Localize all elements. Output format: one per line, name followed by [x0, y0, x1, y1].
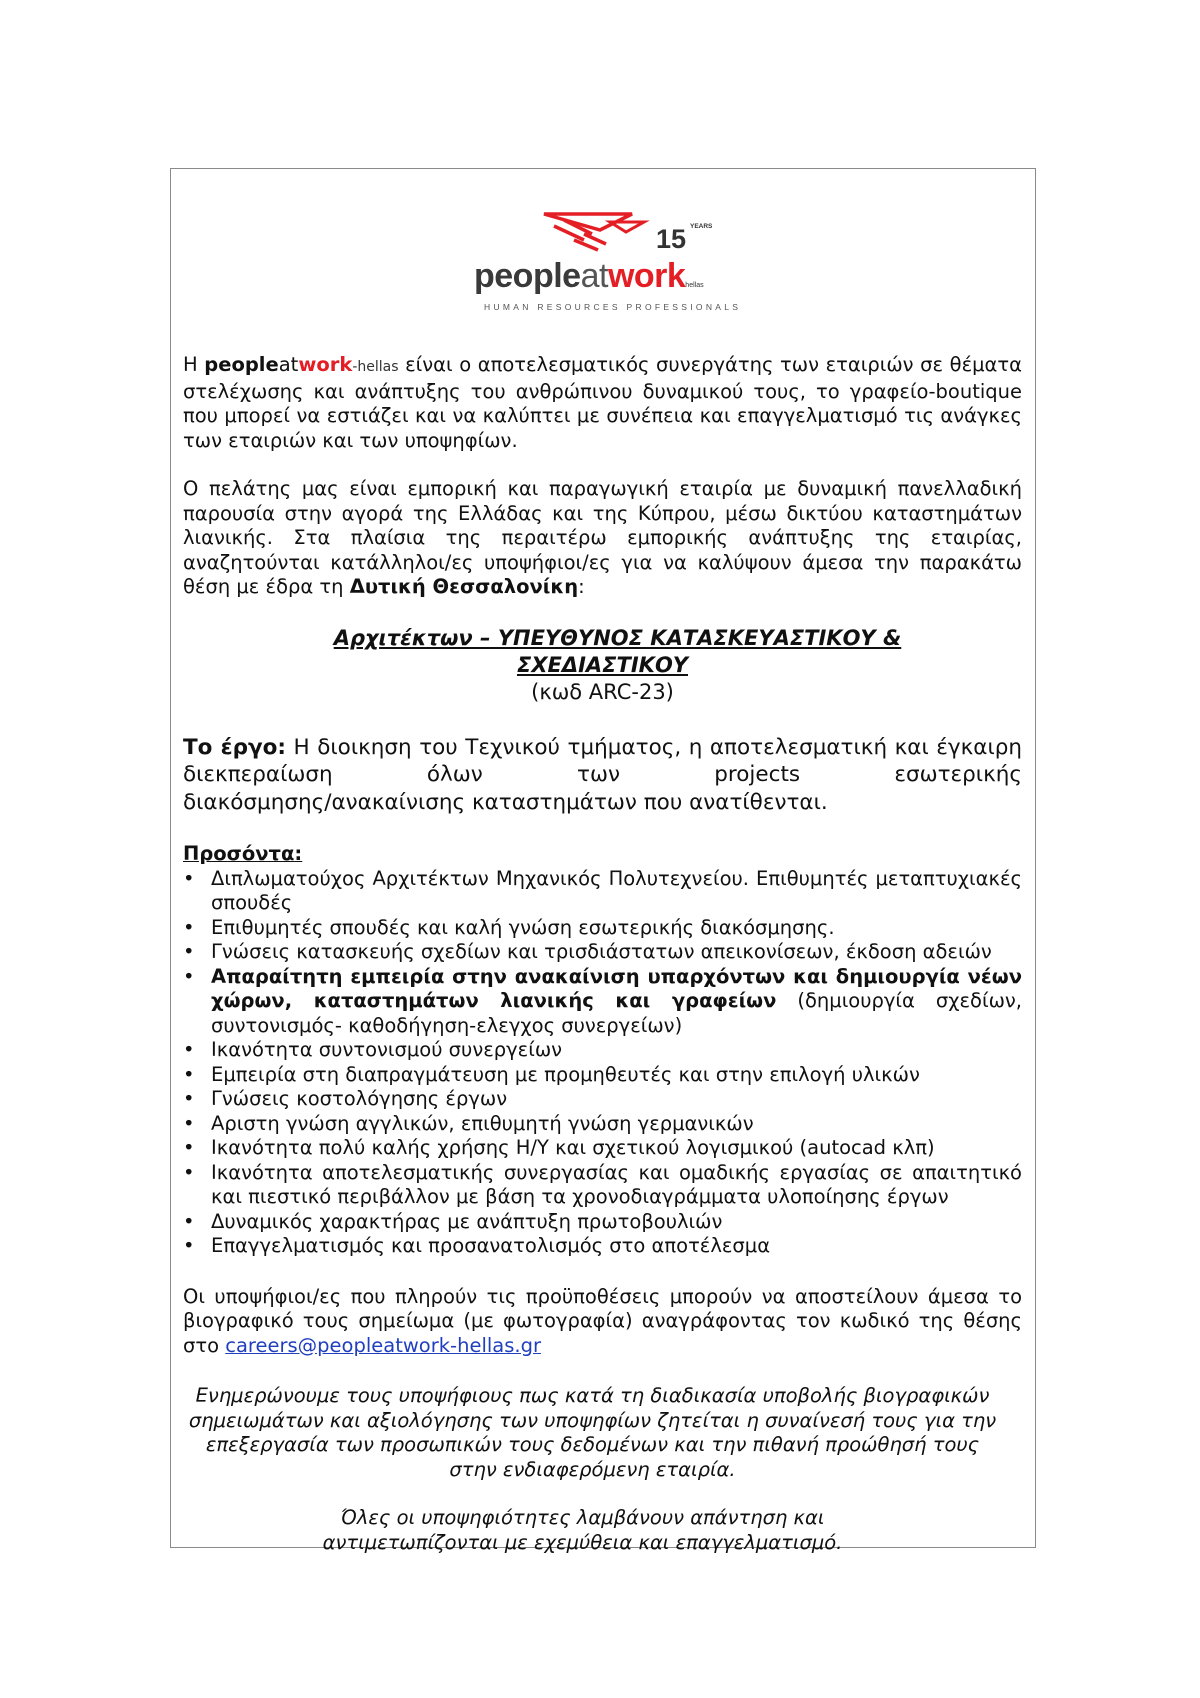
client-paragraph: Ο πελάτης μας είναι εμπορική και παραγωγική εταιρία με δυναμική πανελλαδική παρουσία στην αγορά της Ελλάδας και της Κύπρου, μέσω δικτύου καταστημάτων λιανικής. Στα πλαίσια της περαιτέρω εμπορικής ανάπτυξης της εταιρίας, αναζητούνται κατάλληλοι/ες υποψήφιοι/ες για να καλύψουν άμεσα την παρακάτω θέση με έδρα τη Δυτική Θεσσαλονίκη:	[183, 477, 1022, 598]
list-item: • Δυναμικός χαρακτήρας με ανάπτυξη πρωτοβουλιών	[183, 1210, 1022, 1235]
list-item: • Αριστη γνώση αγγλικών, επιθυμητή γνώση γερμανικών	[183, 1112, 1022, 1137]
qualifications-list	[183, 867, 1022, 1259]
intro-paragraph: Η peopleatwork-hellas είναι ο αποτελεσματικός συνεργάτης των εταιριών σε θέματα στελέχωσης και ανάπτυξης του ανθρώπινου δυναμικού τους, το γραφείο-boutique που μπορεί να εστιάζει και να καλύπτει με συνέπεια και επαγγελματισμό τις ανάγκες των εταιριών και των υποψηφίων.	[183, 353, 1022, 452]
closing-note: Όλες οι υποψηφιότητες λαμβάνουν απάντηση και αντιμετωπίζονται με εχεμύθεια και επαγγελματισμό.	[322, 1506, 843, 1554]
job-ad-body	[183, 353, 1022, 1555]
list-item: • Ικανότητα συντονισμού συνεργείων	[183, 1038, 1022, 1063]
project-description: Το έργο: Η διοικηση του Τεχνικού τμήματος, η αποτελεσματική και έγκαιρη διεκπεραίωση όλων των projects εσωτερικής	[183, 734, 1022, 787]
company-logo	[470, 210, 740, 315]
careers-email-link[interactable]: careers@peopleatwork-hellas.gr	[225, 1333, 541, 1357]
qualifications-heading: Προσόντα:	[183, 842, 303, 865]
list-item: • Ικανότητα πολύ καλής χρήσης Η/Υ και σχετικού λογισμικού (autocad κλπ)	[183, 1136, 1022, 1161]
position-title-line1: Αρχιτέκτων – ΥΠΕΥΘΥΝΟΣ ΚΑΤΑΣΚΕΥΑΣΤΙΚΟΥ &	[333, 625, 902, 650]
privacy-notice: Ενημερώνουμε τους υποψήφιους πως κατά τη διαδικασία υποβολής βιογραφικών σημειωμάτων και αξιολόγησης των υποψηφίων ζητείται η συναίνεσή τους για την επεξεργασία των προσωπικών τους δεδομένων και την πιθανή προώθησή τους στην ενδιαφερόμενη εταιρία.	[188, 1384, 997, 1481]
years-badge-number: 15	[656, 224, 687, 254]
years-badge-label: YEARS	[690, 223, 713, 230]
list-item: • Γνώσεις κατασκευής σχεδίων και τρισδιάστατων απεικονίσεων, έκδοση αδειών	[183, 940, 1022, 965]
list-item: • Επαγγελματισμός και προσανατολισμός στο αποτέλεσμα	[183, 1234, 1022, 1259]
apply-paragraph: Οι υποψήφιοι/ες που πληρούν τις προϋποθέσεις μπορούν να αποστείλουν άμεσα το βιογραφικό τους σημείωμα (με φωτογραφία) αναγράφοντας τον κωδικό της θέσης στο careers@peopleatwork-hellas.gr	[183, 1284, 1022, 1357]
list-item: • Γνώσεις κοστολόγησης έργων	[183, 1087, 1022, 1112]
list-item: • Διπλωματούχος Αρχιτέκτων Μηχανικός Πολυτεχνείου. Επιθυμητές μεταπτυχιακές σπουδές	[183, 867, 1022, 916]
logo-tagline: HUMAN RESOURCES PROFESSIONALS	[484, 302, 742, 312]
list-item: • Επιθυμητές σπουδές και καλή γνώση εσωτερικής διακόσμησης.	[183, 916, 1022, 941]
list-item: • Ικανότητα αποτελεσματικής συνεργασίας και ομαδικής εργασίας σε απαιτητικό και πιεστικό περιβάλλον με βάση τα χρονοδιαγράμματα υλοποίησης έργων	[183, 1161, 1022, 1210]
logo-wordmark: peopleatworkhellas	[474, 257, 704, 295]
position-title-line2: ΣΧΕΔΙΑΣΤΙΚΟΥ	[516, 652, 688, 677]
position-code: (κωδ ARC-23)	[531, 679, 674, 704]
list-item: • Εμπειρία στη διαπραγμάτευση με προμηθευτές και στην επιλογή υλικών	[183, 1063, 1022, 1088]
project-description-end: διακόσμησης/ανακαίνισης καταστημάτων που ανατίθενται.	[183, 789, 828, 815]
location: Δυτική Θεσσαλονίκη	[349, 575, 579, 598]
handshake-logo-icon	[540, 210, 650, 256]
list-item-required: • Απαραίτητη εμπειρία στην ανακαίνιση υπαρχόντων και δημιουργία νέων χώρων, καταστημάτων λιανικής και γραφείων (δημιουργία σχεδίων, συντονισμός- καθοδήγηση-ελεγχος συνεργείων)	[183, 965, 1022, 1039]
